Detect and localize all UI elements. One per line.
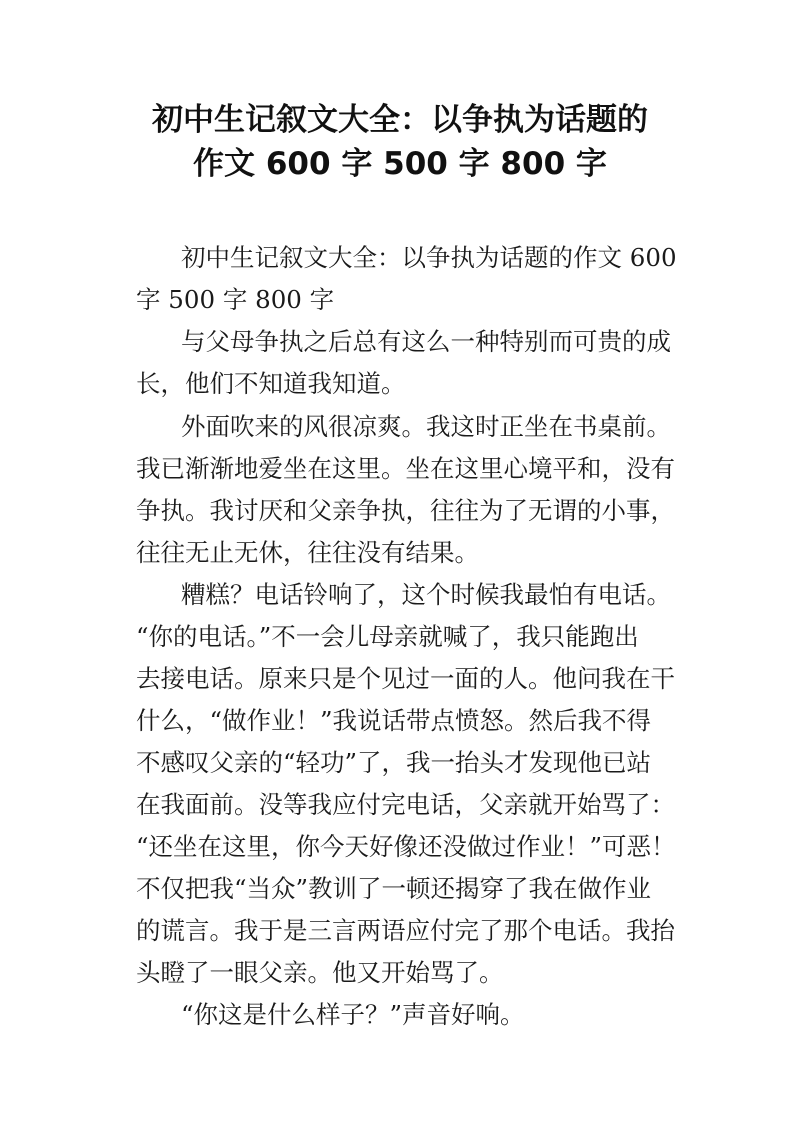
body-text: 初中生记叙文大全：以争执为话题的作文 600 [181, 243, 677, 272]
document-title-line-2: 作文 600 字 500 字 800 字 [193, 146, 607, 182]
body-text: “你的电话。”不一会儿母亲就喊了，我只能跑出 [136, 622, 639, 651]
body-text: 去接电话。原来只是个见过一面的人。他问我在干 [136, 664, 675, 693]
body-text: 与父母争执之后总有这么一种特别而可贵的成 [181, 327, 671, 356]
body-text: 头瞪了一眼父亲。他又开始骂了。 [136, 958, 504, 987]
body-text: 字 500 字 800 字 [136, 285, 335, 314]
body-text: “还坐在这里，你今天好像还没做过作业！”可恶！ [136, 832, 676, 861]
body-text: 我已渐渐地爱坐在这里。坐在这里心境平和，没有 [136, 454, 675, 483]
body-text: 糟糕？电话铃响了，这个时候我最怕有电话。 [181, 580, 671, 609]
body-text: “你这是什么样子？”声音好响。 [181, 1000, 525, 1029]
body-text: 不感叹父亲的“轻功”了，我一抬头才发现他已站 [136, 748, 652, 777]
body-text: 往往无止无休，往往没有结果。 [136, 538, 479, 567]
body-text: 在我面前。没等我应付完电话，父亲就开始骂了： [136, 790, 675, 819]
body-text: 外面吹来的风很凉爽。我这时正坐在书桌前。 [181, 412, 671, 441]
body-text: 不仅把我“当众”教训了一顿还揭穿了我在做作业 [136, 874, 652, 903]
document-title-line-1: 初中生记叙文大全：以争执为话题的 [152, 102, 648, 138]
body-text: 长，他们不知道我知道。 [136, 369, 406, 398]
body-text: 的谎言。我于是三言两语应付完了那个电话。我抬 [136, 916, 675, 945]
body-text: 什么，“做作业！”我说话带点愤怒。然后我不得 [136, 706, 652, 735]
body-text: 争执。我讨厌和父亲争执，往往为了无谓的小事， [136, 496, 675, 525]
